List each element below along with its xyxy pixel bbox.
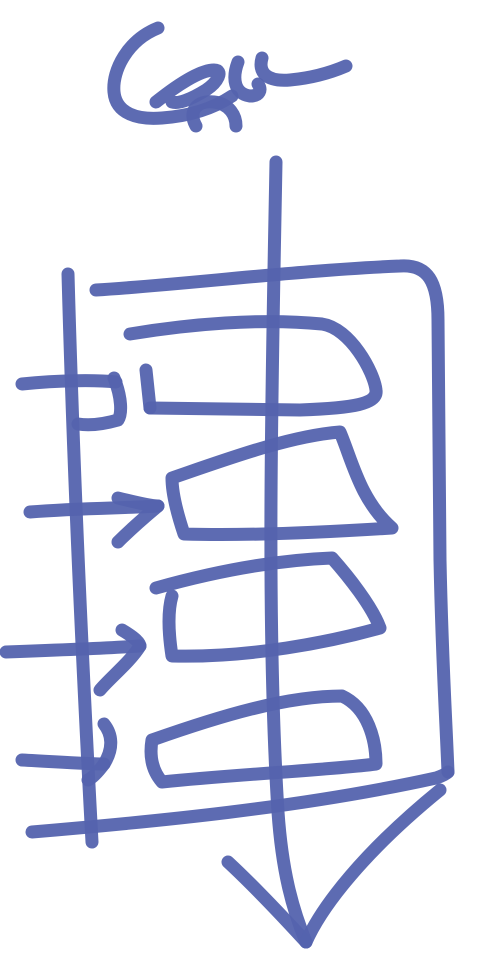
slab-2 bbox=[172, 432, 392, 535]
scribble-text bbox=[114, 28, 346, 126]
pointer-arrow-3 bbox=[6, 630, 140, 690]
slab-4 bbox=[151, 696, 376, 782]
slab-1 bbox=[130, 322, 376, 410]
pointer-arrow-2 bbox=[30, 498, 158, 542]
outer-frame bbox=[32, 266, 448, 832]
pointer-arrow-4 bbox=[22, 724, 111, 780]
